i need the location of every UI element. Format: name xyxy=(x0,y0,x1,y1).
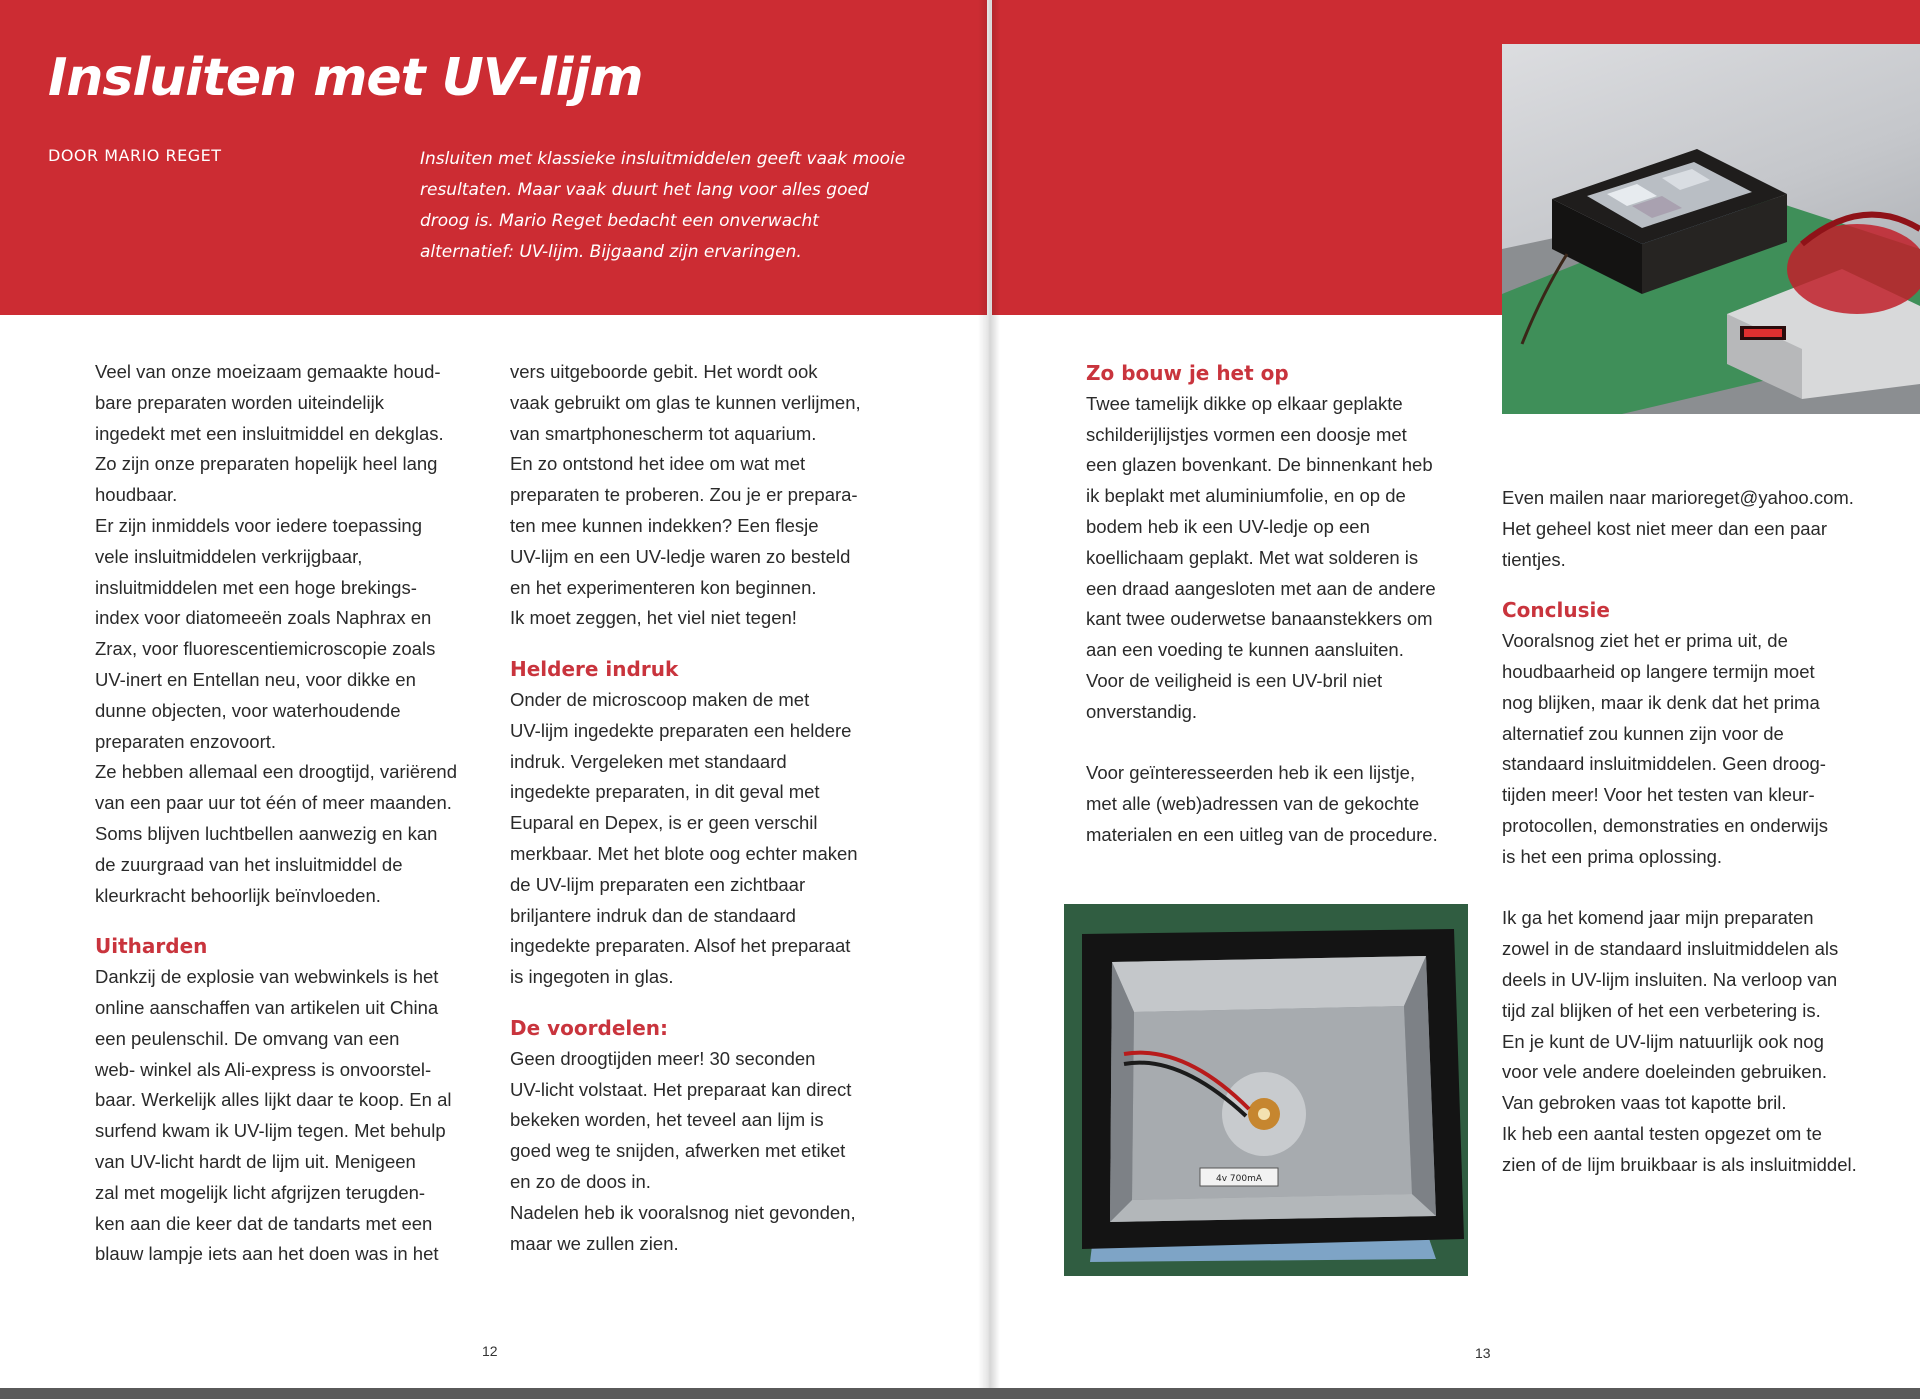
text-line: tijd zal blijken of het een verbetering is. xyxy=(1502,999,1821,1021)
text-line: surfend kwam ik UV-lijm tegen. Met behulp xyxy=(95,1120,446,1142)
text-line: Twee tamelijk dikke op elkaar geplakte xyxy=(1086,392,1403,414)
text-line: Ik moet zeggen, het viel niet tegen! xyxy=(510,607,797,629)
text-line: tientjes. xyxy=(1502,548,1566,570)
text-line: ik beplakt met aluminiumfolie, en op de xyxy=(1086,485,1406,507)
text-line: Zrax, voor fluorescentiemicroscopie zoals xyxy=(95,638,436,660)
text-line: kleurkracht behoorlijk beïnvloeden. xyxy=(95,884,381,906)
paragraph xyxy=(510,685,905,993)
text-line: schilderijlijstjes vormen een doosje met xyxy=(1086,423,1407,445)
text-line: ken aan die keer dat de tandarts met een xyxy=(95,1212,433,1234)
text-line: Vooralsnog ziet het er prima uit, de xyxy=(1502,630,1788,652)
text-line: Soms blijven luchtbellen aanwezig en kan xyxy=(95,822,438,844)
text-line: zowel in de standaard insluitmiddelen als xyxy=(1502,938,1839,960)
page-number-right: 13 xyxy=(1475,1345,1491,1361)
column-4 xyxy=(1502,483,1902,1181)
text-line: online aanschaffen van artikelen uit China xyxy=(95,996,439,1018)
text-line: zien of de lijm bruikbaar is als insluitmiddel. xyxy=(1502,1153,1857,1175)
text-line: een peulenschil. De omvang van een xyxy=(95,1027,400,1049)
text-line: de zuurgraad van het insluitmiddel de xyxy=(95,853,403,875)
text-line: ten mee kunnen indekken? Een flesje xyxy=(510,514,819,536)
text-line: bodem heb ik een UV-ledje op een xyxy=(1086,515,1370,537)
text-line: koellichaam geplakt. Met wat solderen is xyxy=(1086,546,1419,568)
photo-uv-box-interior xyxy=(1064,904,1468,1276)
text-line: voor vele andere doeleinden gebruiken. xyxy=(1502,1061,1828,1083)
text-line: preparaten te proberen. Zou je er prepara- xyxy=(510,484,858,506)
text-line: Even mailen naar marioreget@yahoo.com. xyxy=(1502,487,1854,508)
byline: DOOR MARIO REGET xyxy=(48,146,222,165)
text-line: materialen en een uitleg van de procedure. xyxy=(1086,823,1438,845)
text-line: kant twee ouderwetse banaanstekkers om xyxy=(1086,608,1433,630)
text-line: baar. Werkelijk alles lijkt daar te koop. En al xyxy=(95,1089,452,1111)
text-line: Voor geïnteresseerden heb ik een lijstje, xyxy=(1086,762,1416,784)
text-line: web- winkel als Ali-express is onvoorstel- xyxy=(95,1058,432,1080)
section-heading-heldere-indruk: Heldere indruk xyxy=(510,657,679,682)
text-line: Ik heb een aantal testen opgezet om te xyxy=(1502,1122,1822,1144)
paragraph xyxy=(95,757,490,911)
text-line: met alle (web)adressen van de gekochte xyxy=(1086,793,1420,815)
text-line: Er zijn inmiddels voor iedere toepassing xyxy=(95,514,423,536)
text-line: goed weg te snijden, afwerken met etiket xyxy=(510,1140,846,1162)
column-3 xyxy=(1086,358,1486,851)
text-line: vaak gebruikt om glas te kunnen verlijmen, xyxy=(510,391,861,413)
column-1 xyxy=(95,357,490,1270)
text-line: van smartphonescherm tot aquarium. xyxy=(510,422,817,444)
text-line: Zo zijn onze preparaten hopelijk heel lang xyxy=(95,453,438,475)
text-line: UV-lijm en een UV-ledje waren zo besteld xyxy=(510,545,851,567)
text-line: En je kunt de UV-lijm natuurlijk ook nog xyxy=(1502,1030,1824,1052)
text-line: vele insluitmiddelen verkrijgbaar, xyxy=(95,545,363,567)
text-line: van een paar uur tot één of meer maanden. xyxy=(95,792,452,814)
photo-uv-box-illustration xyxy=(1502,44,1920,414)
text-line: maar we zullen zien. xyxy=(510,1232,679,1254)
bottom-edge xyxy=(0,1388,1920,1399)
section-heading-zo-bouw-je-het-op: Zo bouw je het op xyxy=(1086,361,1289,385)
text-line: ingedekte preparaten, in dit geval met xyxy=(510,781,820,803)
text-line: UV-lijm ingedekte preparaten een heldere xyxy=(510,719,852,741)
text-line: indruk. Vergeleken met standaard xyxy=(510,750,787,772)
text-line: UV-licht volstaat. Het preparaat kan direct xyxy=(510,1078,852,1100)
paragraph xyxy=(1502,903,1902,1180)
column-2 xyxy=(510,357,905,1259)
text-line: is het een prima oplossing. xyxy=(1502,845,1723,867)
text-line: bare preparaten worden uiteindelijk xyxy=(95,391,384,413)
paragraph xyxy=(95,511,490,757)
text-line: Onder de microscoop maken de met xyxy=(510,688,810,710)
text-line: blauw lampje iets aan het doen was in het xyxy=(95,1243,439,1265)
text-line: insluitmiddelen met een hoge brekings- xyxy=(95,576,417,598)
section-heading-uitharden: Uitharden xyxy=(95,934,208,959)
text-line: Geen droogtijden meer! 30 seconden xyxy=(510,1047,816,1069)
text-line: Euparal en Depex, is er geen verschil xyxy=(510,812,818,834)
page-number-left: 12 xyxy=(482,1343,498,1359)
text-line: houdbaarheid op langere termijn moet xyxy=(1502,660,1815,682)
text-line: alternatief zou kunnen zijn voor de xyxy=(1502,722,1784,744)
text-line: briljantere indruk dan de standaard xyxy=(510,904,796,926)
text-line: onverstandig. xyxy=(1086,700,1198,722)
text-line: preparaten enzovoort. xyxy=(95,730,277,752)
text-line: ingedekt met een insluitmiddel en dekglas. xyxy=(95,422,444,444)
text-line: Ik ga het komend jaar mijn preparaten xyxy=(1502,907,1814,929)
article-title: Insluiten met UV-lijm xyxy=(48,48,643,108)
paragraph xyxy=(1086,758,1486,850)
section-heading-conclusie: Conclusie xyxy=(1502,598,1610,623)
text-line: vers uitgeboorde gebit. Het wordt ook xyxy=(510,361,818,382)
text-line: deels in UV-lijm insluiten. Na verloop van xyxy=(1502,968,1838,990)
photo-label-text: 4v 700mA xyxy=(1215,1174,1263,1184)
text-line: bekeken worden, het teveel aan lijm is xyxy=(510,1109,824,1131)
text-line: Ze hebben allemaal een droogtijd, variërend xyxy=(95,761,458,783)
text-line: dunne objecten, voor waterhoudende xyxy=(95,699,401,721)
text-line: een glazen bovenkant. De binnenkant heb xyxy=(1086,454,1433,476)
text-line: index voor diatomeeën zoals Naphrax en xyxy=(95,607,432,629)
text-line: de UV-lijm preparaten een zichtbaar xyxy=(510,873,806,895)
text-line: een draad aangesloten met aan de andere xyxy=(1086,577,1436,599)
text-line: Nadelen heb ik vooralsnog niet gevonden, xyxy=(510,1201,856,1223)
text-line: Veel van onze moeizaam gemaakte houd- xyxy=(95,361,441,382)
paragraph xyxy=(1502,626,1902,872)
spine-gutter xyxy=(978,0,1000,1399)
text-line: ingedekte preparaten. Alsof het preparaat xyxy=(510,935,851,957)
text-line: Dankzij de explosie van webwinkels is het xyxy=(95,966,439,988)
text-line: Voor de veiligheid is een UV-bril niet xyxy=(1086,669,1383,691)
text-line: van UV-licht hardt de lijm uit. Menigeen xyxy=(95,1150,416,1172)
text-line: standaard insluitmiddelen. Geen droog- xyxy=(1502,753,1826,775)
text-line: en zo de doos in. xyxy=(510,1170,651,1192)
text-line: En zo ontstond het idee om wat met xyxy=(510,453,806,475)
text-line: nog blijken, maar ik denk dat het prima xyxy=(1502,691,1820,713)
text-line: en het experimenteren kon beginnen. xyxy=(510,576,817,598)
section-heading-voordelen: De voordelen: xyxy=(510,1015,669,1040)
paragraph xyxy=(510,357,905,634)
text-line: UV-inert en Entellan neu, voor dikke en xyxy=(95,668,416,690)
text-line: Van gebroken vaas tot kapotte bril. xyxy=(1502,1092,1787,1114)
text-line: aan een voeding te kunnen aansluiten. xyxy=(1086,639,1404,661)
text-line: merkbaar. Met het blote oog echter maken xyxy=(510,842,858,864)
paragraph xyxy=(1086,389,1486,728)
paragraph xyxy=(1502,483,1902,575)
text-line: zal met mogelijk licht afgrijzen terugden- xyxy=(95,1181,426,1203)
paragraph xyxy=(510,1044,905,1260)
lead-paragraph: Insluiten met klassieke insluitmiddelen geeft vaak mooie resultaten. Maar vaak duurt het lang voor alles goed droog is. Mario Reget bedacht een onverwacht alternatief: UV-lijm. Bijgaand zijn ervaringen. xyxy=(420,149,906,262)
paragraph xyxy=(95,962,490,1270)
paragraph xyxy=(95,357,490,511)
text-line: protocollen, demonstraties en onderwijs xyxy=(1502,814,1828,836)
text-line: is ingegoten in glas. xyxy=(510,966,674,988)
text-line: houdbaar. xyxy=(95,484,178,506)
photo-uv-box-with-power-supply xyxy=(1502,44,1920,414)
text-line: Het geheel kost niet meer dan een paar xyxy=(1502,517,1827,539)
photo-uv-box-interior-illustration xyxy=(1064,904,1468,1276)
text-line: tijden meer! Voor het testen van kleur- xyxy=(1502,784,1815,806)
